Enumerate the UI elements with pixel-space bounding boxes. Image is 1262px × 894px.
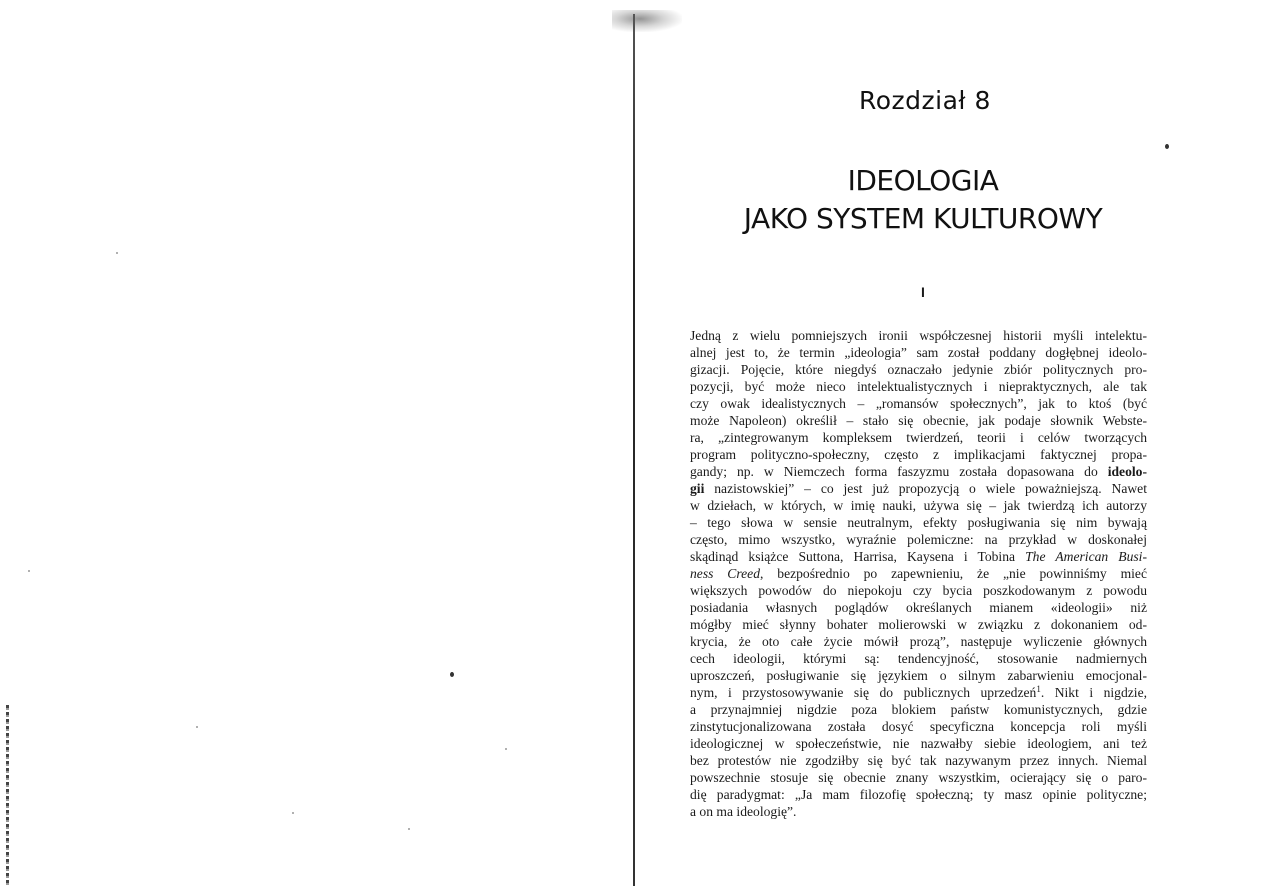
body-line: ideologicznej w społeczeństwie, nie nazwałby siebie ideologiem, ani też	[690, 736, 1147, 751]
footnote-marker: 1	[1036, 684, 1041, 694]
scan-speck	[292, 812, 294, 814]
body-line: powszechnie stosuje się obecnie znany wszystkim, ocierający się o paro-	[690, 770, 1147, 785]
scan-edge-artifact	[6, 705, 9, 885]
body-line: alnej jest to, że termin „ideologia” sam został poddany dogłębnej ideolo-	[690, 345, 1147, 360]
body-line: gii nazistowskiej” – co jest już propozycją o wiele poważniejszą. Nawet	[690, 481, 1147, 496]
body-line: program polityczno-społeczny, często z implikacjami faktycznej propa-	[690, 447, 1147, 462]
body-line: uproszczeń, posługiwanie się językiem o silnym zabarwieniu emocjonal-	[690, 668, 1147, 683]
body-line: ra, „zintegrowanym kompleksem twierdzeń, teorii i celów tworzących	[690, 430, 1147, 445]
body-line: ness Creed, bezpośrednio po zapewnieniu, że „nie powinniśmy mieć	[690, 566, 1147, 581]
body-line: dię paradygmat: „Ja mam filozofię społeczną; ty masz opinie polityczne;	[690, 787, 1147, 802]
emphasis-bold: ideolo-	[1107, 464, 1147, 479]
body-line: zinstytucjonalizowana została dosyć specyficzna koncepcja roli myśli	[690, 719, 1147, 734]
book-title-italic: ness Creed	[690, 566, 760, 581]
scan-speck	[450, 672, 454, 677]
body-line: nym, i przystosowywanie się do publicznych uprzedzeń$^1$. Nikt i nigdzie,	[690, 684, 1147, 700]
body-line: gandy; np. w Niemczech forma faszyzmu została dopasowana do ideolo-	[690, 464, 1147, 479]
scan-speck	[116, 252, 118, 254]
body-line: większych powodów do niepokoju czy bycia poszkodowanym z powodu	[690, 583, 1147, 598]
scan-speck	[28, 570, 30, 572]
chapter-number: Rozdział 8	[859, 86, 991, 115]
body-line: posiadania własnych poglądów określanych mianem «ideologii» niż	[690, 600, 1147, 615]
body-line: skądinąd książce Suttona, Harrisa, Kaysena i Tobina The American Busi-	[690, 549, 1147, 564]
body-line: a on ma ideologię”.	[690, 804, 797, 819]
body-line: a przynajmniej nigdzie poza blokiem państw komunistycznych, gdzie	[690, 702, 1147, 717]
body-line: krycia, że oto całe życie mówił prozą”, następuje wyliczenie głównych	[690, 634, 1147, 649]
body-line: mógłby mieć słynny bohater molierowski w związku z dokonaniem od-	[690, 617, 1147, 632]
body-line: gizacji. Pojęcie, które niegdyś oznaczało jedynie zbiór politycznych pro-	[690, 362, 1147, 377]
body-paragraph	[690, 327, 1147, 820]
book-title-italic: The American Busi-	[1025, 549, 1147, 564]
body-line: – tego słowa w sensie neutralnym, efekty posługiwania się nim bywają	[690, 515, 1147, 530]
body-line: bez protestów nie zgodziłby się być tak nazywanym przez innych. Niemal	[690, 753, 1147, 768]
body-line: może Napoleon) określił – stało się obecnie, jak podaje słownik Webste-	[690, 413, 1147, 428]
body-line: często, mimo wszystko, wyraźnie polemiczne: na przykład w doskonałej	[690, 532, 1147, 547]
scan-speck	[408, 828, 410, 830]
body-line: czy owak idealistycznych – „romansów społecznych”, jak to ktoś (być	[690, 396, 1147, 411]
scan-speck	[505, 748, 507, 750]
right-page	[637, 0, 1262, 894]
body-line: Jedną z wielu pomniejszych ironii współczesnej historii myśli intelektu-	[690, 328, 1147, 343]
chapter-title-line-2: JAKO SYSTEM KULTUROWY	[743, 202, 1103, 235]
scan-speck	[1165, 144, 1169, 149]
scan-speck	[196, 726, 198, 728]
book-spine	[633, 14, 635, 886]
body-line: cech ideologii, którymi są: tendencyjność, stosowanie nadmiernych	[690, 651, 1147, 666]
body-line: w dziełach, w których, w imię nauki, używa się – jak twierdzą ich autorzy	[690, 498, 1147, 513]
section-number: I	[921, 284, 925, 300]
emphasis-bold: gii	[690, 481, 705, 496]
body-line: pozycji, być może nieco intelektualistycznych i niepraktycznych, ale tak	[690, 379, 1147, 394]
chapter-title-line-1: IDEOLOGIA	[847, 164, 999, 197]
